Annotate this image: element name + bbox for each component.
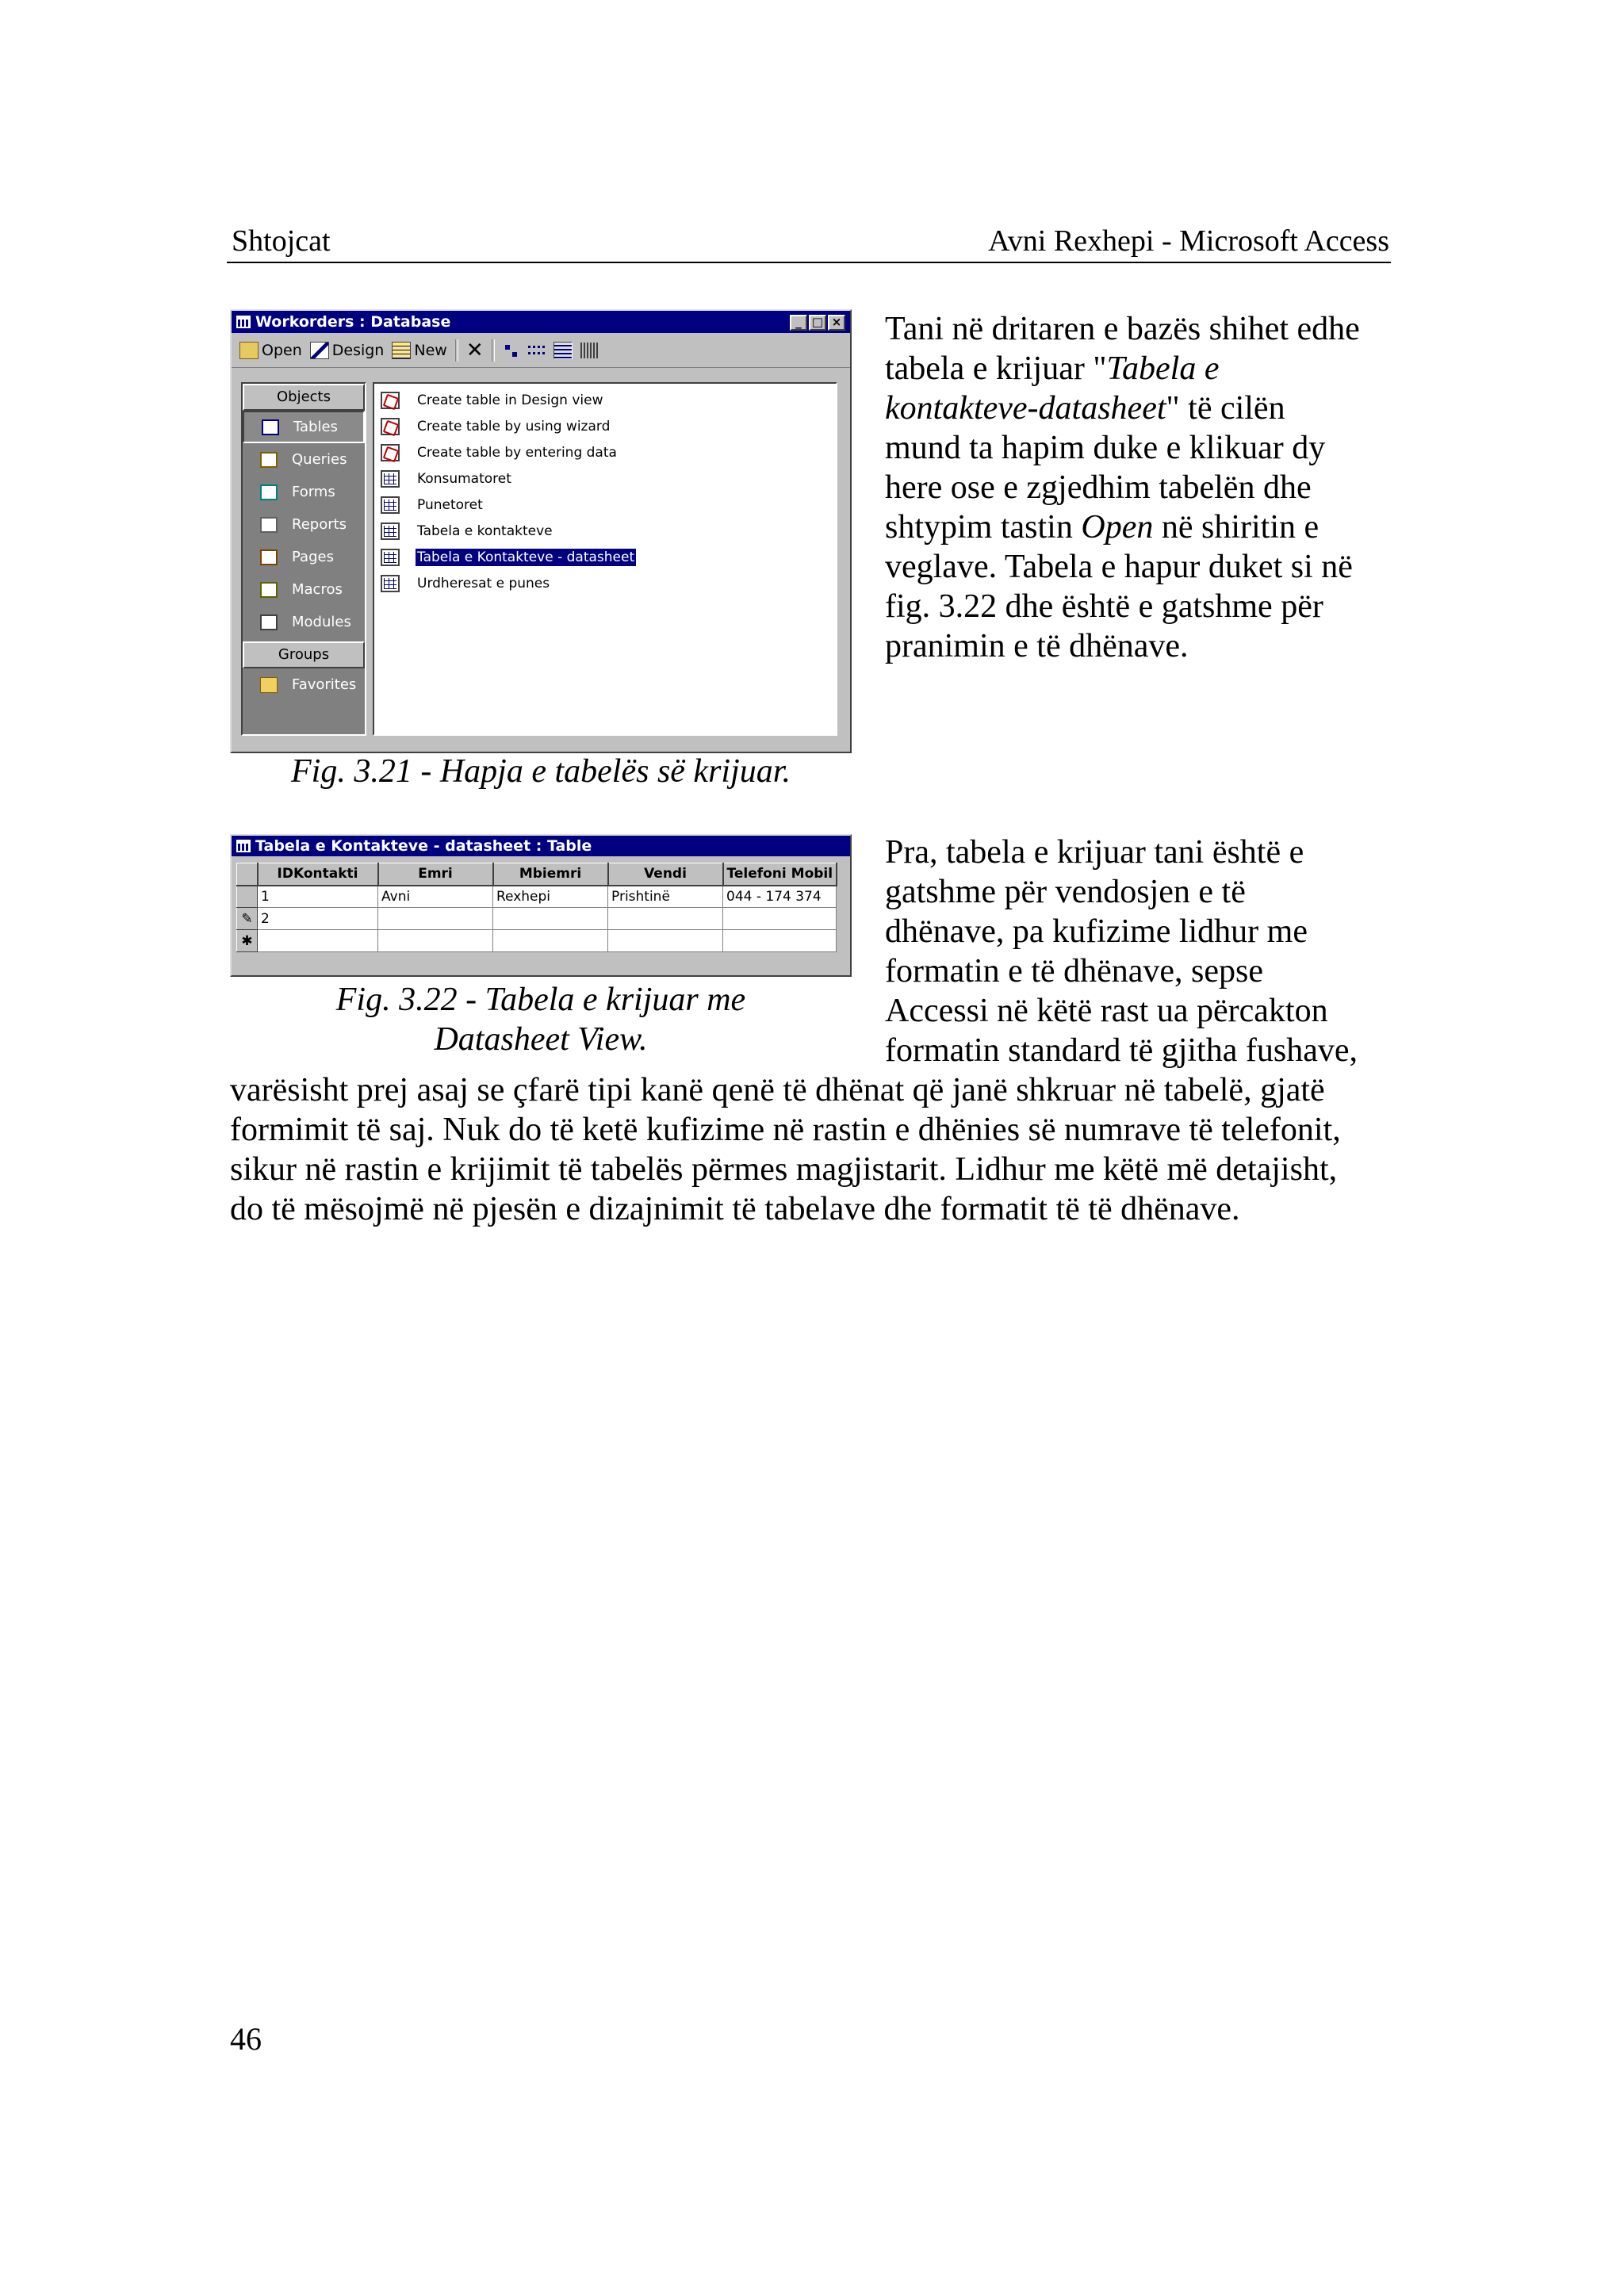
para1-line: mund ta hapim duke e klikuar dy [885, 430, 1326, 466]
object-list [373, 382, 837, 736]
list-view-icon [554, 343, 572, 358]
datasheet-cell[interactable]: 044 - 174 374 [723, 886, 837, 908]
database-window [230, 309, 852, 753]
group-label: Favorites [292, 676, 357, 693]
row-selector[interactable] [237, 886, 258, 908]
column-header[interactable]: Emri [378, 863, 493, 886]
row-selector-header[interactable] [237, 863, 258, 886]
table-icon [381, 470, 400, 488]
para1-line: shtypim tastin Open në shiritin e [885, 509, 1320, 545]
column-header[interactable]: Vendi [608, 863, 723, 886]
shortcut-item[interactable] [374, 413, 836, 439]
table-item[interactable] [374, 465, 836, 492]
table-item[interactable] [374, 570, 836, 596]
datasheet-cell[interactable] [608, 908, 723, 930]
open-button-label: Open [262, 341, 302, 359]
favorites-folder-icon [260, 677, 278, 693]
groups-group-header[interactable]: Groups [243, 641, 365, 668]
para2-line: Accessi në këtë rast ua përcakton [885, 993, 1328, 1029]
datasheet-window-titlebar [232, 836, 850, 856]
group-favorites[interactable] [243, 668, 365, 701]
design-button[interactable] [310, 342, 385, 359]
para2-line: formatin standard të gjitha fushave, [885, 1032, 1358, 1069]
para2-line: formimit të saj. Nuk do të ketë kufizime në rastin e dhënies së numrave të telefonit, [230, 1112, 1341, 1148]
object-type-label: Modules [292, 614, 351, 630]
para1-line: veglave. Tabela e hapur duket si në [885, 549, 1353, 585]
object-type-label: Queries [292, 451, 347, 468]
datasheet-window-icon [236, 840, 251, 852]
page-number: 46 [230, 2021, 262, 2057]
tables-icon [262, 419, 279, 435]
list-item-label: Urdheresat e punes [417, 575, 550, 591]
details-view-button[interactable] [580, 343, 598, 358]
para1-line: pranimin e të dhënave. [885, 628, 1189, 664]
datasheet-cell[interactable]: 1 [258, 886, 378, 908]
details-view-icon [580, 343, 598, 358]
list-view-button[interactable] [553, 342, 573, 359]
queries-icon [260, 452, 278, 468]
design-ruler-icon [310, 342, 329, 359]
caption-line: Fig. 3.22 - Tabela e krijuar me [335, 982, 746, 1018]
modules-icon [260, 614, 278, 630]
small-icons-button[interactable] [528, 343, 546, 358]
large-icons-icon [503, 343, 520, 358]
para2-line: formatin e të dhënave, sepse [885, 953, 1263, 990]
datasheet-cell[interactable]: 2 [258, 908, 378, 930]
para1-line: here ose e zgjedhim tabelën dhe [885, 469, 1312, 506]
table-item[interactable] [374, 492, 836, 518]
header-rule [227, 262, 1391, 263]
object-type-forms[interactable] [243, 476, 365, 508]
object-type-queries[interactable] [243, 443, 365, 476]
datasheet-window-title: Tabela e Kontakteve - datasheet : Table [255, 837, 592, 855]
para2-line: dhënave, pa kufizime lidhur me [885, 913, 1308, 950]
object-type-macros[interactable] [243, 573, 365, 606]
minimize-button[interactable]: _ [790, 315, 807, 331]
column-header[interactable]: Telefoni Mobil [723, 863, 837, 886]
list-item-label: Punetoret [417, 496, 483, 513]
datasheet-row [237, 908, 837, 930]
close-button[interactable]: × [828, 315, 845, 331]
macros-icon [260, 582, 278, 598]
database-window-titlebar [232, 311, 850, 333]
object-type-label: Reports [292, 516, 347, 533]
pages-icon [260, 549, 278, 565]
table-icon [381, 549, 400, 566]
column-header[interactable]: Mbiemri [493, 863, 608, 886]
wizard-shortcut-icon [381, 418, 400, 435]
para1-line: fig. 3.22 dhe është e gatshme për [885, 588, 1323, 625]
caption-line: Datasheet View. [434, 1021, 648, 1058]
reports-icon [260, 517, 278, 533]
row-selector[interactable]: ✱ [237, 930, 258, 952]
shortcut-item[interactable] [374, 439, 836, 465]
large-icons-button[interactable] [503, 343, 520, 358]
object-type-label: Forms [292, 484, 335, 500]
table-icon [381, 523, 400, 540]
datasheet-cell[interactable] [378, 908, 493, 930]
database-toolbar [232, 333, 850, 368]
object-type-label: Tables [293, 419, 338, 435]
forms-icon [260, 484, 278, 500]
new-button-label: New [414, 341, 447, 359]
para1-line: tabela e krijuar "Tabela e [885, 350, 1220, 387]
database-window-title: Workorders : Database [255, 313, 451, 331]
toolbar-separator [455, 339, 458, 362]
para1-line: Tani në dritaren e bazës shihet edhe [885, 311, 1360, 347]
object-type-label: Pages [292, 549, 334, 565]
object-type-reports[interactable] [243, 508, 365, 541]
datasheet-grid [236, 863, 837, 952]
delete-button[interactable] [466, 339, 484, 362]
list-item-label: Tabela e kontakteve [417, 523, 553, 539]
new-table-icon [392, 342, 411, 359]
table-icon [381, 496, 400, 514]
list-item-label: Create table in Design view [417, 392, 603, 408]
datasheet-cell[interactable] [608, 930, 723, 952]
datasheet-window [230, 834, 852, 977]
object-type-label: Macros [292, 581, 343, 598]
paragraph-datasheet-right [885, 833, 1408, 1070]
maximize-button[interactable]: □ [809, 315, 826, 331]
list-item-label: Create table by using wizard [417, 418, 611, 434]
running-header-right: Avni Rexhepi - Microsoft Access [988, 224, 1389, 258]
datasheet-cell[interactable] [378, 930, 493, 952]
datasheet-row [237, 886, 837, 908]
open-button[interactable] [239, 342, 302, 359]
table-item[interactable] [374, 518, 836, 544]
table-icon [381, 575, 400, 592]
objects-bar [241, 382, 366, 736]
objects-group-header[interactable]: Objects [243, 384, 365, 411]
row-selector[interactable]: ✎ [237, 908, 258, 930]
list-item-label: Konsumatoret [417, 470, 511, 487]
object-type-modules[interactable] [243, 606, 365, 638]
datasheet-cell[interactable]: Prishtinë [608, 886, 723, 908]
para2-line: sikur në rastin e krijimit të tabelës përmes magjistarit. Lidhur me këtë më detajisht, [230, 1151, 1338, 1188]
figure-caption-3-21: Fig. 3.21 - Hapja e tabelës së krijuar. [291, 753, 791, 790]
figure-caption-3-22 [230, 980, 852, 1059]
small-icons-icon [528, 343, 546, 358]
delete-x-icon: ✕ [465, 338, 484, 362]
shortcut-item[interactable] [374, 387, 836, 413]
list-item-label: Tabela e Kontakteve - datasheet [417, 549, 635, 565]
para2-line: gatshme për vendosjen e të [885, 874, 1246, 910]
list-item-label: Create table by entering data [417, 444, 617, 461]
paragraph-open-table [885, 309, 1408, 666]
object-type-tables[interactable] [243, 411, 365, 443]
wizard-shortcut-icon [381, 444, 400, 461]
table-item[interactable] [374, 544, 836, 570]
datasheet-cell[interactable] [723, 908, 837, 930]
para2-line: do të mësojmë në pjesën e dizajnimit të tabelave dhe formatit të të dhënave. [230, 1191, 1240, 1227]
datasheet-cell[interactable]: Rexhepi [493, 886, 608, 908]
design-button-label: Design [331, 341, 385, 359]
datasheet-cell[interactable] [723, 930, 837, 952]
toolbar-separator [492, 339, 495, 362]
para1-line: kontakteve-datasheet" të cilën [885, 390, 1285, 427]
wizard-shortcut-icon [381, 392, 400, 409]
new-button[interactable] [392, 342, 446, 359]
database-window-icon [236, 316, 251, 328]
column-header[interactable]: IDKontakti [258, 863, 378, 886]
datasheet-cell[interactable] [258, 930, 378, 952]
running-header-left: Shtojcat [232, 224, 331, 258]
datasheet-cell[interactable] [493, 930, 608, 952]
open-folder-icon [239, 342, 259, 359]
datasheet-row [237, 930, 837, 952]
datasheet-cell[interactable] [493, 908, 608, 930]
para2-line: Pra, tabela e krijuar tani është e [885, 834, 1304, 871]
paragraph-datasheet-full [230, 1070, 1404, 1229]
object-type-pages[interactable] [243, 541, 365, 573]
datasheet-cell[interactable]: Avni [378, 886, 493, 908]
para2-line: varësisht prej asaj se çfarë tipi kanë qenë të dhënat që janë shkruar në tabelë, gjatë [230, 1072, 1325, 1108]
